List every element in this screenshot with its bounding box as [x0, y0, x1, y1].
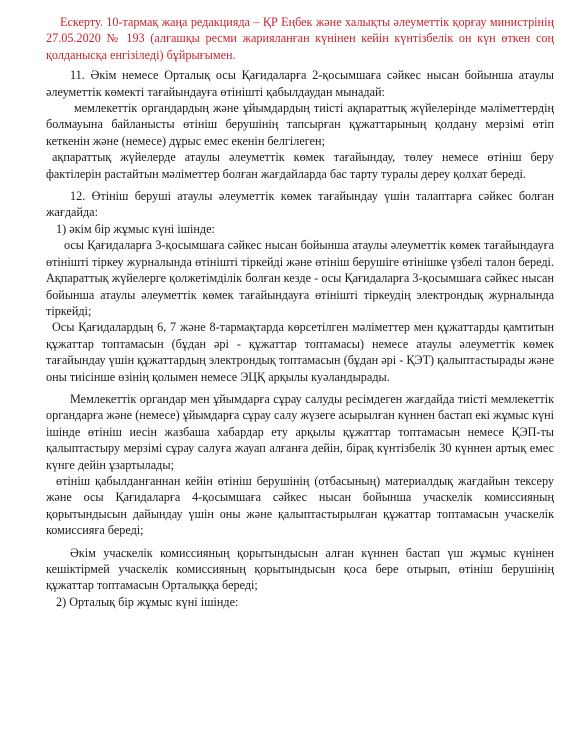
paragraph-11-item-2: ақпараттық жүйелерде атаулы әлеуметтік көмек тағайындау, төлеу немесе өтініш беру фактілерін растайтын мәліметтер болған жағдайларда бас тарту туралы дереу қолхат береді.: [46, 150, 554, 181]
paragraph-12-subitem-1-text-b: Осы Қағидалардың 6, 7 және 8-тармақтарда көрсетілген мәліметтер мен құжаттарды қамтитын құжаттар топтамасын (бұдан әрі - құжаттар топтамасы) немесе атаулы әлеуметтік көмек тағайындау үшін құжаттардың электрондық топтамасын (бұдан әрі - ҚЭТ) қалыптастырады және оны тиісінше өзінің қолымен немесе ЭЦҚ арқылы куәландырады.: [46, 320, 554, 384]
paragraph-12-subitem-2: 2) Орталық бір жұмыс күні ішінде:: [56, 594, 239, 609]
paragraph-11: 11. Әкім немесе Орталық осы Қағидаларға 2-қосымшаға сәйкес нысан бойынша атаулы әлеуметтік көмекті тағайындауға өтінішті қабылдаудан мынадай:: [46, 68, 554, 99]
document-page: [46, 14, 554, 610]
paragraph-12-subitem-1-text-d: өтініш қабылданғаннан кейін өтініш берушінің (отбасының) материалдық жағдайын тексеру және осы Қағидаларға 4-қосымшаға сәйкес нысан бойынша учаскелік комиссияның қорытындысын дайындау үшін оны және қалыптастырылған құжаттар топтамасын учаскелік комиссияға береді;: [46, 473, 554, 538]
paragraph-12-subitem-1-text-a: осы Қағидаларға 3-қосымшаға сәйкес нысан бойынша атаулы әлеуметтік көмек тағайындауға өтінішті тіркеу журналында өтінішті тіркейді және өтініш берушіге өтінішке үзбелі талон береді. Ақпараттық жүйелерге қолжетімділік болған кезде - осы Қағидаларға 3-қосымшаға сәйкес нысан бойынша атаулы әлеуметтік көмек тағайындауға өтінішті тіркеудің электрондық журналында тіркейді;: [46, 238, 554, 318]
paragraph-11-item-1: мемлекеттік органдардың және ұйымдардың тиісті ақпараттық жүйелерінде мәліметтердің болмауына байланысты өтініш берушінің тапсырған құжаттарының қолдану мерзімі өтіп кеткенін және (немесе) дұрыс емес екенін белгілеген;: [46, 101, 554, 148]
editorial-note: Ескерту. 10-тармақ жаңа редакцияда – ҚР Еңбек және халықты әлеуметтік қорғау министрінің 27.05.2020 № 193 (алғашқы ресми жарияланған күнінен кейін күнтізбелік он күн өткен соң қолданысқа енгізіледі) бұйрығымен.: [46, 15, 554, 62]
paragraph-12: 12. Өтініш беруші атаулы әлеуметтік көмек тағайындау үшін талаптарға сәйкес болған жағдайда:: [46, 189, 554, 220]
paragraph-12-subitem-1: 1) әкім бір жұмыс күні ішінде:: [56, 221, 215, 236]
paragraph-12-subitem-1-text-e: Әкім учаскелік комиссияның қорытындысын алған күннен бастап үш жұмыс күнінен кешіктірмей учаскелік комиссияның қорытындысын қоса бере отырып, өтініш берушінің құжаттар топтамасын Орталыққа береді;: [46, 545, 554, 593]
paragraph-12-subitem-1-text-c: Мемлекеттік органдар мен ұйымдарға сұрау салуды ресімдеген жағдайда тиісті мемлекеттік органдарға және (немесе) ұйымдарға сұрау салу жүзеге асырылған күннен бастап екі жұмыс күні ішінде өтініш иесін жазбаша хабардар ету арқылы құжаттар топтамасын немесе ҚЭП-ты қалыптастыру мерзімі сұрау салуға жауап алғанға дейін, бірақ күнтізбелік 30 күннен артық емес күнге дейін ұзартылады;: [46, 391, 554, 472]
